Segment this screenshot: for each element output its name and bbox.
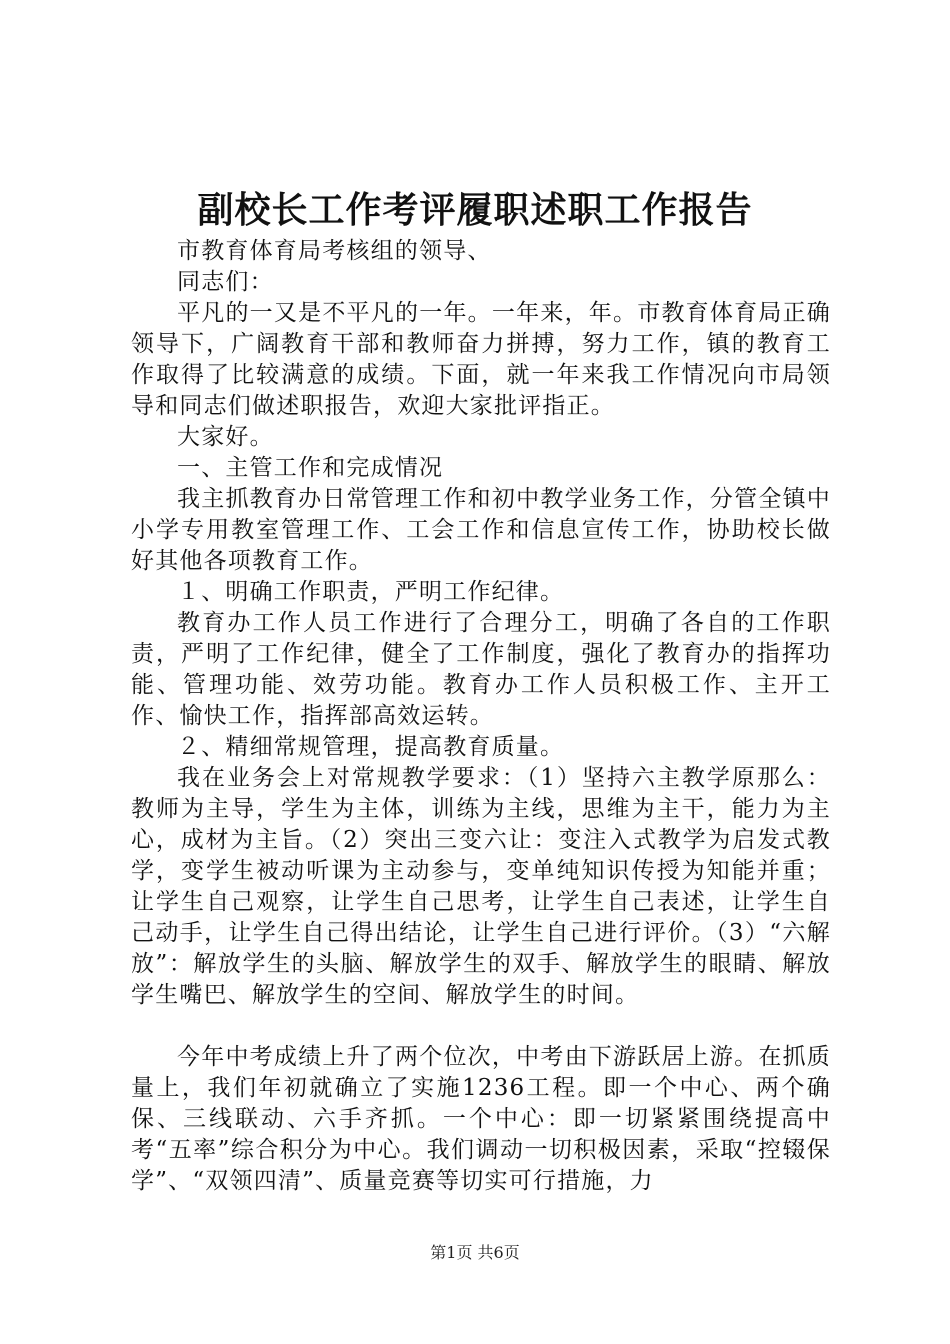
intro-paragraph: 平凡的一又是不平凡的一年。一年来，年。市教育体育局正确领导下，广阔教育干部和教师奋力拼搏，努力工作，镇的教育工作取得了比较满意的成绩。下面，就一年来我工作情况向市局领导和同志们做述职报告，欢迎大家批评指正。 — [131, 300, 831, 419]
teaching-requirements-paragraph: 我在业务会上对常规教学要求：（1）坚持六主教学原那么：教师为主导，学生为主体，训练为主线，思维为主干，能力为主心，成材为主旨。（2）突出三变六让：变注入式教学为启发式教学，变学生被动听课为主动参与，变单纯知识传授为知能并重；让学生自己观察，让学生自己思考，让学生自己表述，让学生自己动手，让学生自己得出结论，让学生自己进行评价。（3）“六解放”：解放学生的头脑、解放学生的双手、解放学生的眼睛、解放学生嘴巴、解放学生的空间、解放学生的时间。 — [131, 765, 831, 1008]
subheading-1: １、明确工作职责，严明工作纪律。 — [177, 579, 565, 605]
document-title: 副校长工作考评履职述职工作报告 — [197, 189, 753, 231]
exam-results-paragraph: 今年中考成绩上升了两个位次，中考由下游跃居上游。在抓质量上，我们年初就确立了实施1236工程。即一个中心、两个确保、三线联动、六手齐抓。一个中心：即一切紧紧围绕提高中考“五率”综合积分为中心。我们调动一切积极因素，采取“控辍保学”、“双领四清”、质量竞赛等切实可行措施，力 — [131, 1044, 831, 1194]
document-body — [131, 236, 831, 1197]
section-heading: 一、主管工作和完成情况 — [177, 455, 444, 481]
duties-paragraph: 教育办工作人员工作进行了合理分工，明确了各自的工作职责，严明了工作纪律，健全了工作制度，强化了教育办的指挥功能、管理功能、效劳功能。教育办工作人员积极工作、主开工作、愉快工作，指挥部高效运转。 — [131, 610, 831, 729]
salutation-line-2: 同志们： — [177, 269, 274, 295]
subheading-2: ２、精细常规管理，提高教育质量。 — [177, 734, 565, 760]
page-number-footer: 第1页 共6页 — [430, 1243, 520, 1262]
responsibilities-paragraph: 我主抓教育办日常管理工作和初中教学业务工作，分管全镇中小学专用教室管理工作、工会工作和信息宣传工作，协助校长做好其他各项教育工作。 — [131, 486, 831, 574]
greeting-paragraph: 大家好。 — [177, 424, 274, 450]
salutation-line-1: 市教育体育局考核组的领导、 — [177, 238, 492, 264]
